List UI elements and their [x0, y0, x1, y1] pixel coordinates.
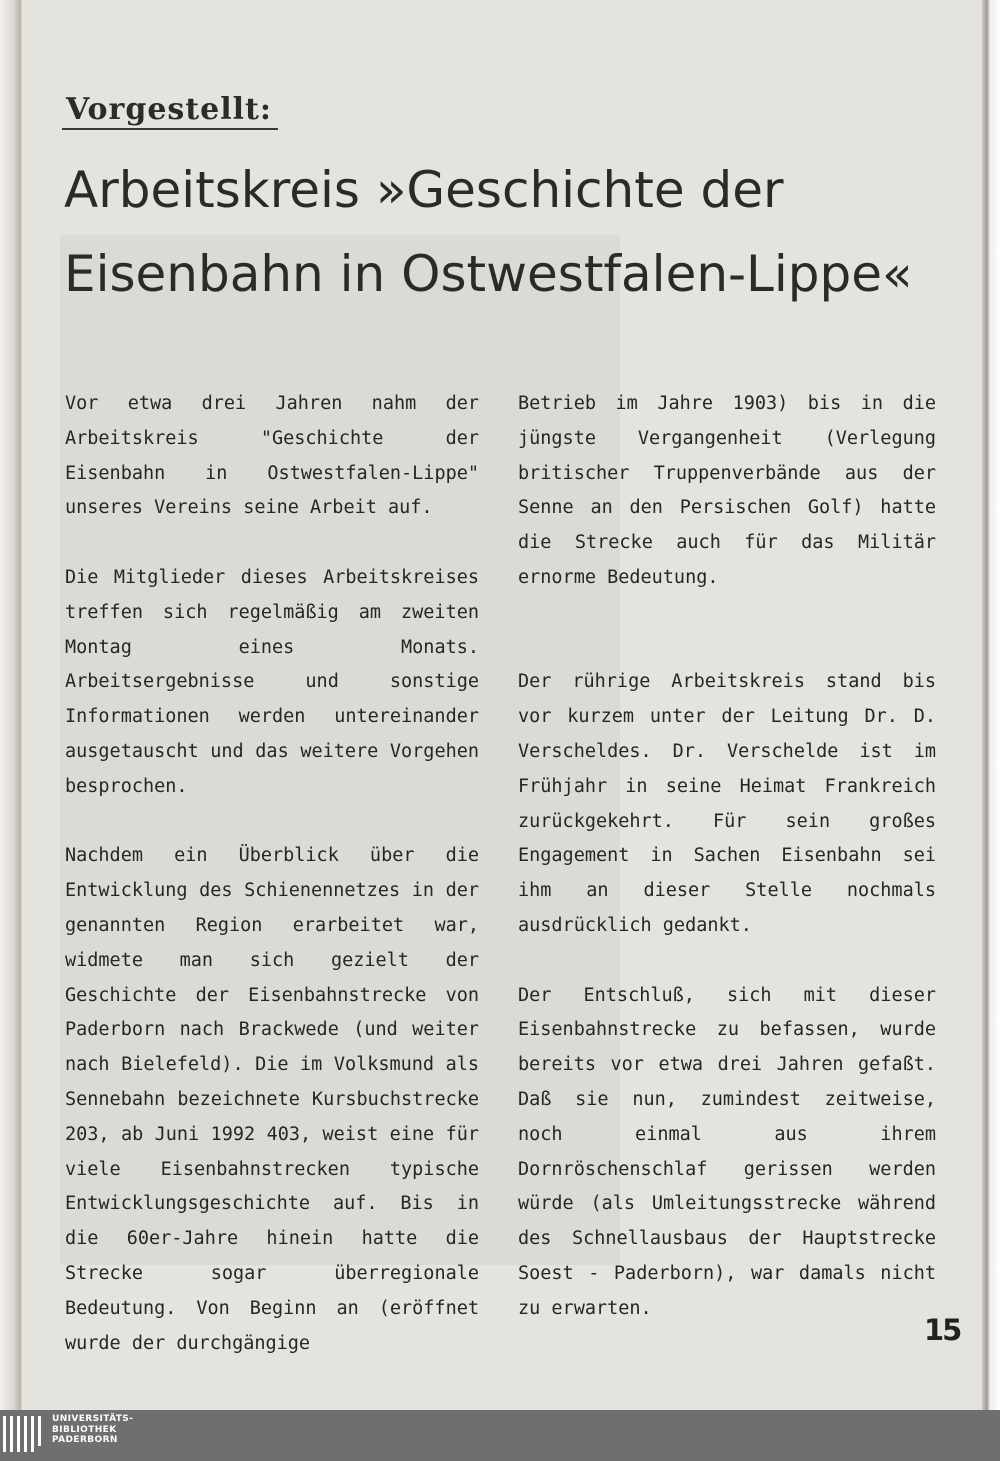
library-logo-text [52, 1414, 133, 1446]
paragraph-leadership: Der rührige Arbeitskreis stand bis vor kurzem unter der Leitung Dr. D. Verscheldes. Dr. Verschelde ist im Frühjahr in seine Heimat Frankreich zurückgekehrt. Für sein großes Engagement in Sachen Eisenbahn sei ihm an dieser Stelle nochmals ausdrücklich gedankt. [518, 671, 936, 936]
paragraph-history: Nachdem ein Überblick über die Entwicklung des Schienennetzes in der genannten Region erarbeitet war, widmete man sich gezielt der Geschichte der Eisenbahnstrecke von Paderborn nach Brackwede (und weiter nach Bielefeld). Die im Volksmund als Sennebahn bezeichnete Kursbuchstrecke 203, ab Juni 1992 403, weist eine für viele Eisenbahnstrecken typische Entwicklungsgeschichte auf. Bis in die 60er-Jahre hinein hatte die Strecke sogar überregionale Bedeutung. Von Beginn an (eröffnet wurde der durchgängige [65, 845, 479, 1354]
page-number: 15 [924, 1313, 961, 1347]
page-fold-left [0, 0, 22, 1410]
kicker-underline [62, 128, 278, 130]
university-library-bars-icon [3, 1416, 43, 1452]
article-title-line-1: Arbeitskreis »Geschichte der [64, 161, 784, 219]
paragraph-intro: Vor etwa drei Jahren nahm der Arbeitskreis "Geschichte der Eisenbahn in Ostwestfalen-Lippe" unseres Vereins seine Arbeit auf. [65, 393, 479, 519]
page-edge-right [982, 0, 1000, 1410]
logo-line-3: PADERBORN [52, 1435, 118, 1445]
paragraph-decision: Der Entschluß, sich mit dieser Eisenbahnstrecke zu befassen, wurde bereits vor etwa drei Jahren gefaßt. Daß sie nun, zumindest zeitweise, noch einmal aus ihrem Dornröschenschlaf gerissen werden würde (als Umleitungsstrecke während des Schnellausbaus der Hauptstrecke Soest - Paderborn), war damals nicht zu erwarten. [518, 984, 936, 1319]
paragraph-meetings: Die Mitglieder dieses Arbeitskreises treffen sich regelmäßig am zweiten Montag eines Monats. Arbeitsergebnisse und sonstige Informationen werden untereinander ausgetauscht und das weitere Vorgehen besprochen. [65, 566, 479, 797]
article-title [64, 148, 913, 316]
logo-line-2: BIBLIOTHEK [52, 1424, 117, 1435]
library-footer-bar [0, 1410, 1000, 1461]
text-column-left [65, 387, 479, 1361]
text-column-right [518, 387, 936, 1327]
paragraph-military: Betrieb im Jahre 1903) bis in die jüngste Vergangenheit (Verlegung britischer Truppenverbände aus der Senne an den Persischen Golf) hatte die Strecke auch für das Militär ernorme Bedeutung. [518, 393, 936, 588]
section-kicker: Vorgestellt: [66, 92, 272, 127]
logo-line-1: UNIVERSITÄTS- [52, 1414, 134, 1424]
article-title-line-2: Eisenbahn in Ostwestfalen-Lippe« [64, 245, 913, 303]
